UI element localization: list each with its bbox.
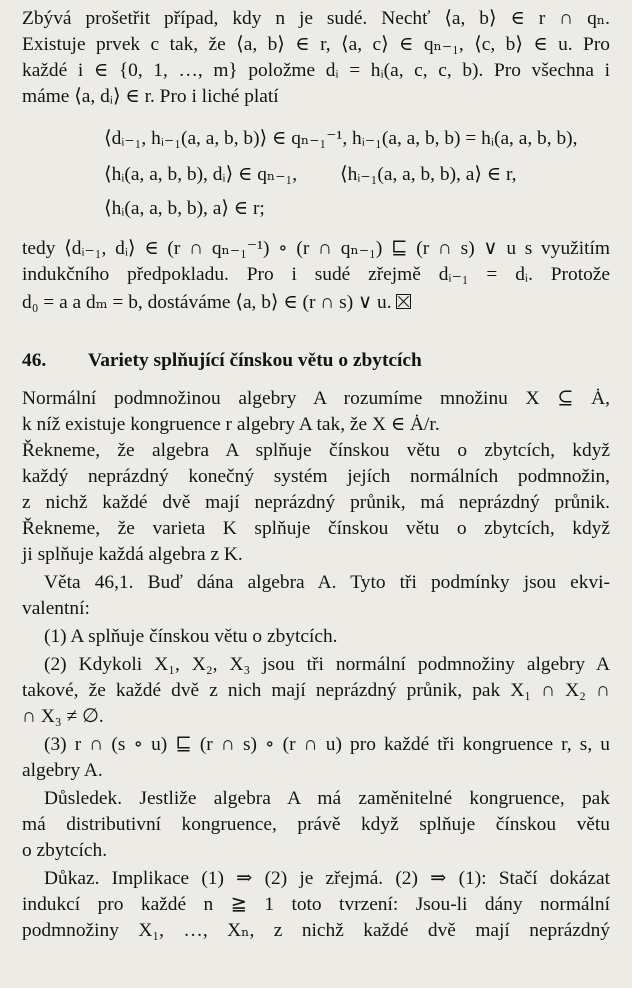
formula-line: ⟨hᵢ(a, a, b, b), dᵢ⟩ ∈ qₙ₋₁,: [104, 164, 298, 185]
theorem-line: Věta 46,1. Buď dána algebra A. Tyto tři podmínky jsou ekvi-: [44, 572, 610, 593]
corollary-line: o zbytcích.: [22, 840, 108, 861]
condition-line: (3) r ∩ (s ∘ u) ⊑ (r ∩ s) ∘ (r ∩ u) pro každé tři kongruence r, s, u: [44, 734, 610, 755]
text-line: máme ⟨a, dᵢ⟩ ∈ r. Pro i liché platí: [22, 86, 279, 107]
proof-line: indukcí pro každé n ≧ 1 toto tvrzení: Jsou-li dány normální: [22, 894, 610, 915]
section-title: Variety splňující čínskou větu o zbytcích: [88, 350, 422, 371]
formula-line: ⟨dᵢ₋₁, hᵢ₋₁(a, a, b, b)⟩ ∈ qₙ₋₁⁻¹, hᵢ₋₁(a, a, b, b) = hᵢ(a, a, b, b),: [104, 128, 578, 149]
text-line: Existuje prvek c tak, že ⟨a, b⟩ ∈ r, ⟨a, c⟩ ∈ qₙ₋₁, ⟨c, b⟩ ∈ u. Pro: [22, 34, 610, 55]
condition-line: takové, že každé dvě z nich mají neprázdný průnik, pak X₁ ∩ X₂ ∩: [22, 680, 610, 701]
corollary-line: má distributivní kongruence, právě když splňuje čínskou větu: [22, 814, 610, 835]
text-line: indukčního předpokladu. Pro i sudé zřejmě dᵢ₋₁ = dᵢ. Protože: [22, 264, 610, 285]
text-line: z nichž každé dvě mají neprázdný průnik, má neprázdný průnik.: [22, 492, 610, 513]
theorem-line: valentní:: [22, 598, 90, 619]
text-line: Řekneme, že varieta K splňuje čínskou větu o zbytcích, když: [22, 518, 610, 539]
condition-line: (2) Kdykoli X₁, X₂, X₃ jsou tři normální podmnožiny algebry A: [44, 654, 610, 675]
corollary-line: Důsledek. Jestliže algebra A má zaměnitelné kongruence, pak: [44, 788, 610, 809]
condition-line: algebry A.: [22, 760, 103, 781]
proof-line: Důkaz. Implikace (1) ⇒ (2) je zřejmá. (2) ⇒ (1): Stačí dokázat: [44, 868, 610, 889]
text-line: tedy ⟨dᵢ₋₁, dᵢ⟩ ∈ (r ∩ qₙ₋₁⁻¹) ∘ (r ∩ qₙ₋₁) ⊑ (r ∩ s) ∨ u s využitím: [22, 238, 610, 259]
condition-line: (1) A splňuje čínskou větu o zbytcích.: [44, 626, 338, 647]
formula-line: ⟨hᵢ₋₁(a, a, b, b), a⟩ ∈ r,: [340, 164, 517, 185]
text-line: d₀ = a a dₘ = b, dostáváme ⟨a, b⟩ ∈ (r ∩ s) ∨ u.: [22, 290, 610, 316]
text-line: Zbývá prošetřit případ, kdy n je sudé. Nechť ⟨a, b⟩ ∈ r ∩ qₙ.: [22, 8, 610, 29]
text-line: Řekneme, že algebra A splňuje čínskou větu o zbytcích, když: [22, 440, 610, 461]
condition-line: ∩ X₃ ≠ ∅.: [22, 706, 104, 727]
text-line: ji splňuje každá algebra z K.: [22, 544, 243, 565]
formula-line: ⟨hᵢ(a, a, b, b), a⟩ ∈ r;: [104, 198, 265, 219]
proof-line: podmnožiny X₁, …, Xₙ, z nichž každé dvě mají neprázdný: [22, 920, 610, 941]
qed-box-icon: [396, 294, 411, 309]
text-line: každý neprázdný konečný systém jejích normálních podmnožin,: [22, 466, 610, 487]
section-number: 46.: [22, 350, 47, 371]
text-line: k níž existuje kongruence r algebry A tak, že X ∈ Ȧ/r.: [22, 414, 440, 435]
text-line: Normální podmnožinou algebry A rozumíme množinu X ⊆ Ȧ,: [22, 388, 610, 409]
text-line: každé i ∈ {0, 1, …, m} položme dᵢ = hᵢ(a, c, c, b). Pro všechna i: [22, 60, 610, 81]
